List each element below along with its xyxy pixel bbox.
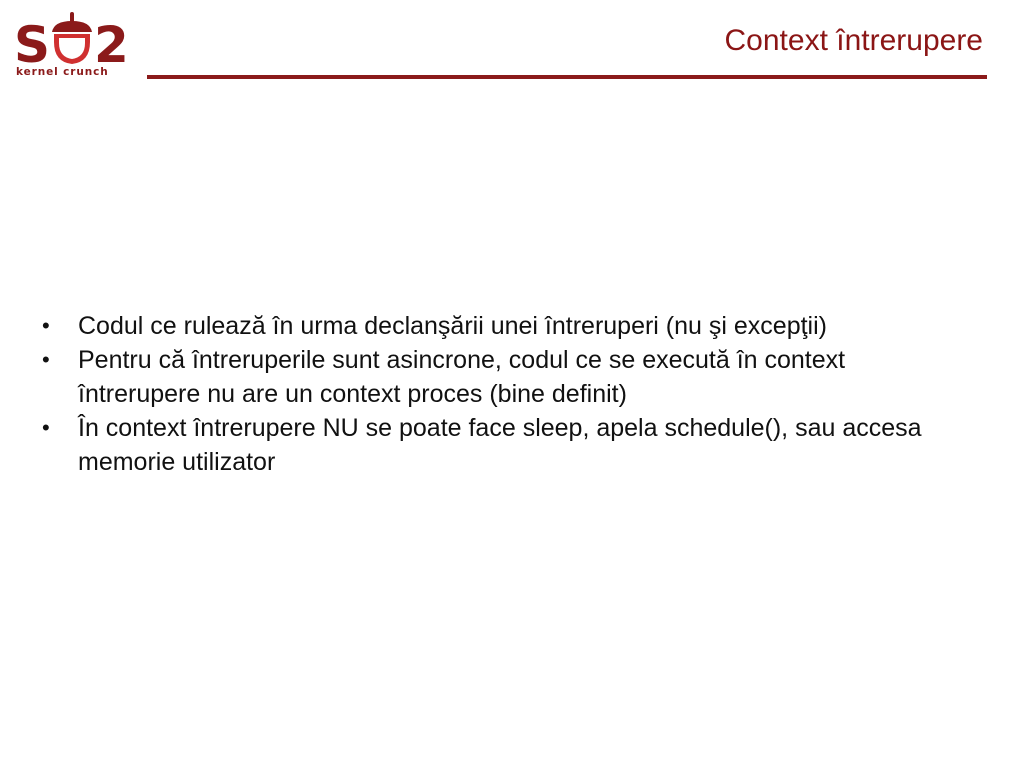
logo-digit-2: 2 xyxy=(94,16,129,68)
bullet-item xyxy=(42,309,972,343)
bullet-marker: • xyxy=(42,347,50,372)
bullet-item xyxy=(42,343,972,411)
so2-logo-mark xyxy=(14,12,132,68)
title-divider xyxy=(147,75,987,79)
bullet-list xyxy=(42,309,972,479)
bullet-marker: • xyxy=(42,415,50,440)
so2-logo xyxy=(14,12,132,82)
slide-content xyxy=(42,309,972,479)
bullet-item xyxy=(42,411,972,479)
slide-title: Context întrerupere xyxy=(724,24,983,57)
bullet-marker: • xyxy=(42,313,50,338)
bullet-text: Codul ce rulează în urma declanşării unei întreruperi (nu şi excepţii) xyxy=(78,312,827,340)
logo-letter-s: S xyxy=(14,16,51,68)
logo-subtitle: kernel crunch xyxy=(16,66,109,78)
bullet-text: În context întrerupere NU se poate face sleep, apela schedule(), sau accesa memorie utilizator xyxy=(78,414,922,476)
bullet-text: Pentru că întreruperile sunt asincrone, codul ce se execută în context întrerupere nu are un context proces (bine definit) xyxy=(78,346,846,408)
acorn-icon xyxy=(52,14,92,64)
